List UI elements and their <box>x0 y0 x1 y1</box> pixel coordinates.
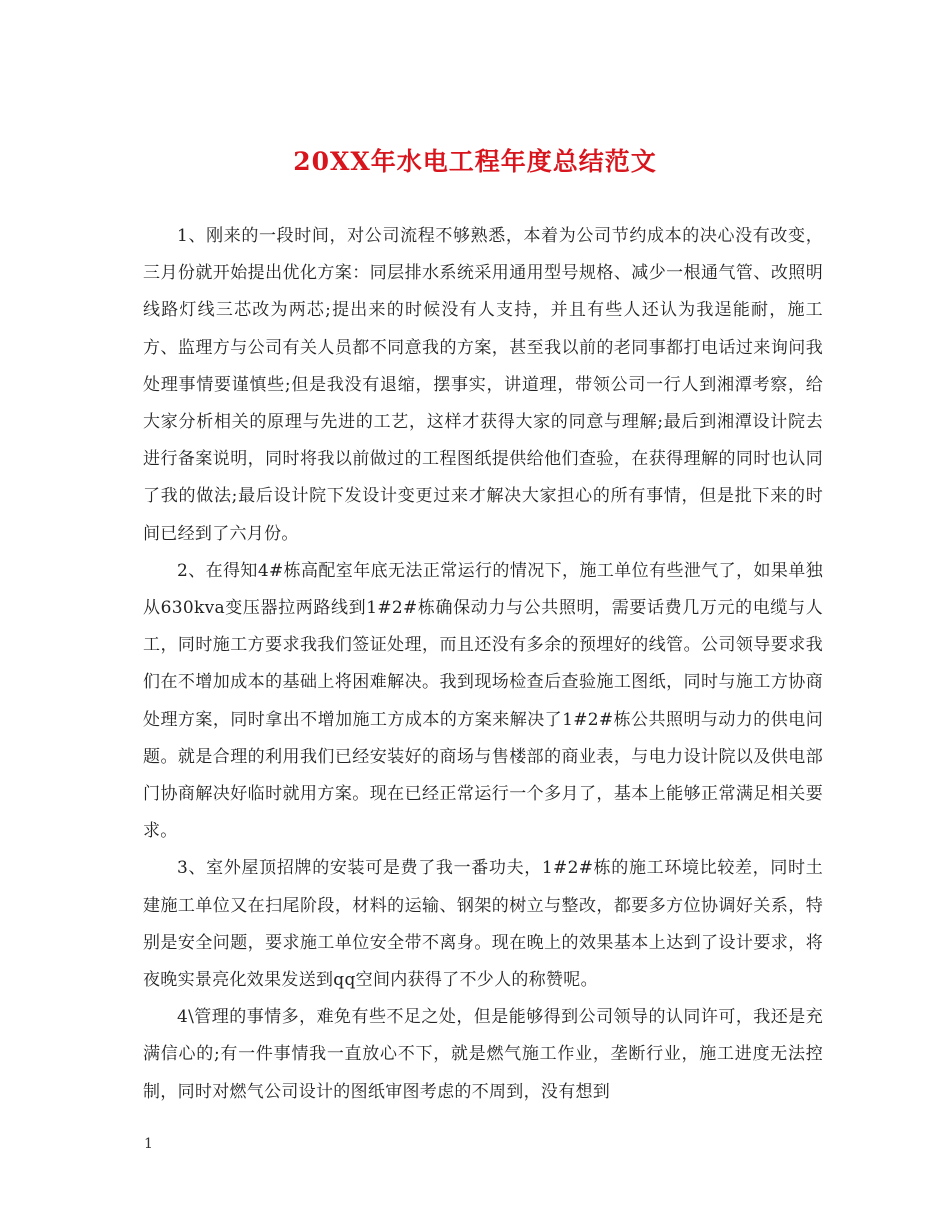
paragraph-4: 4\管理的事情多，难免有些不足之处，但是能够得到公司领导的认同许可，我还是充满信心的;有一件事情我一直放心不下，就是燃气施工作业，垄断行业，施工进度无法控制，同时对燃气公司设计的图纸审图考虑的不周到，没有想到 <box>143 1007 823 1102</box>
paragraph-3: 3、室外屋顶招牌的安装可是费了我一番功夫，1#2#栋的施工环境比较差，同时土建施工单位又在扫尾阶段，材料的运输、钢架的树立与整改，都要多方位协调好关系，特别是安全问题，要求施工单位安全带不离身。现在晚上的效果基本上达到了设计要求，将夜晚实景亮化效果发送到qq空间内获得了不少人的称赞呢。 <box>143 858 823 991</box>
document-title: 20XX年水电工程年度总结范文 <box>293 147 657 176</box>
page-number: 1 <box>144 1136 153 1152</box>
document-body <box>143 218 823 1111</box>
paragraph-1: 1、刚来的一段时间，对公司流程不够熟悉，本着为公司节约成本的决心没有改变，三月份就开始提出优化方案：同层排水系统采用通用型号规格、减少一根通气管、改照明线路灯线三芯改为两芯;提出来的时候没有人支持，并且有些人还认为我逞能耐，施工方、监理方与公司有关人员都不同意我的方案，甚至我以前的老同事都打电话过来询问我处理事情要谨慎些;但是我没有退缩，摆事实，讲道理，带领公司一行人到湘潭考察，给大家分析相关的原理与先进的工艺，这样才获得大家的同意与理解;最后到湘潭设计院去进行备案说明，同时将我以前做过的工程图纸提供给他们查验，在获得理解的同时也认同了我的做法;最后设计院下发设计变更过来才解决大家担心的所有事情，但是批下来的时间已经到了六月份。 <box>143 226 823 544</box>
paragraph-2: 2、在得知4#栋高配室年底无法正常运行的情况下，施工单位有些泄气了，如果单独从630kva变压器拉两路线到1#2#栋确保动力与公共照明，需要话费几万元的电缆与人工，同时施工方要求我我们签证处理，而且还没有多余的预埋好的线管。公司领导要求我们在不增加成本的基础上将困难解决。我到现场检查后查验施工图纸，同时与施工方协商处理方案，同时拿出不增加施工方成本的方案来解决了1#2#栋公共照明与动力的供电问题。就是合理的利用我们已经安装好的商场与售楼部的商业表，与电力设计院以及供电部门协商解决好临时就用方案。现在已经正常运行一个多月了，基本上能够正常满足相关要求。 <box>143 560 823 842</box>
